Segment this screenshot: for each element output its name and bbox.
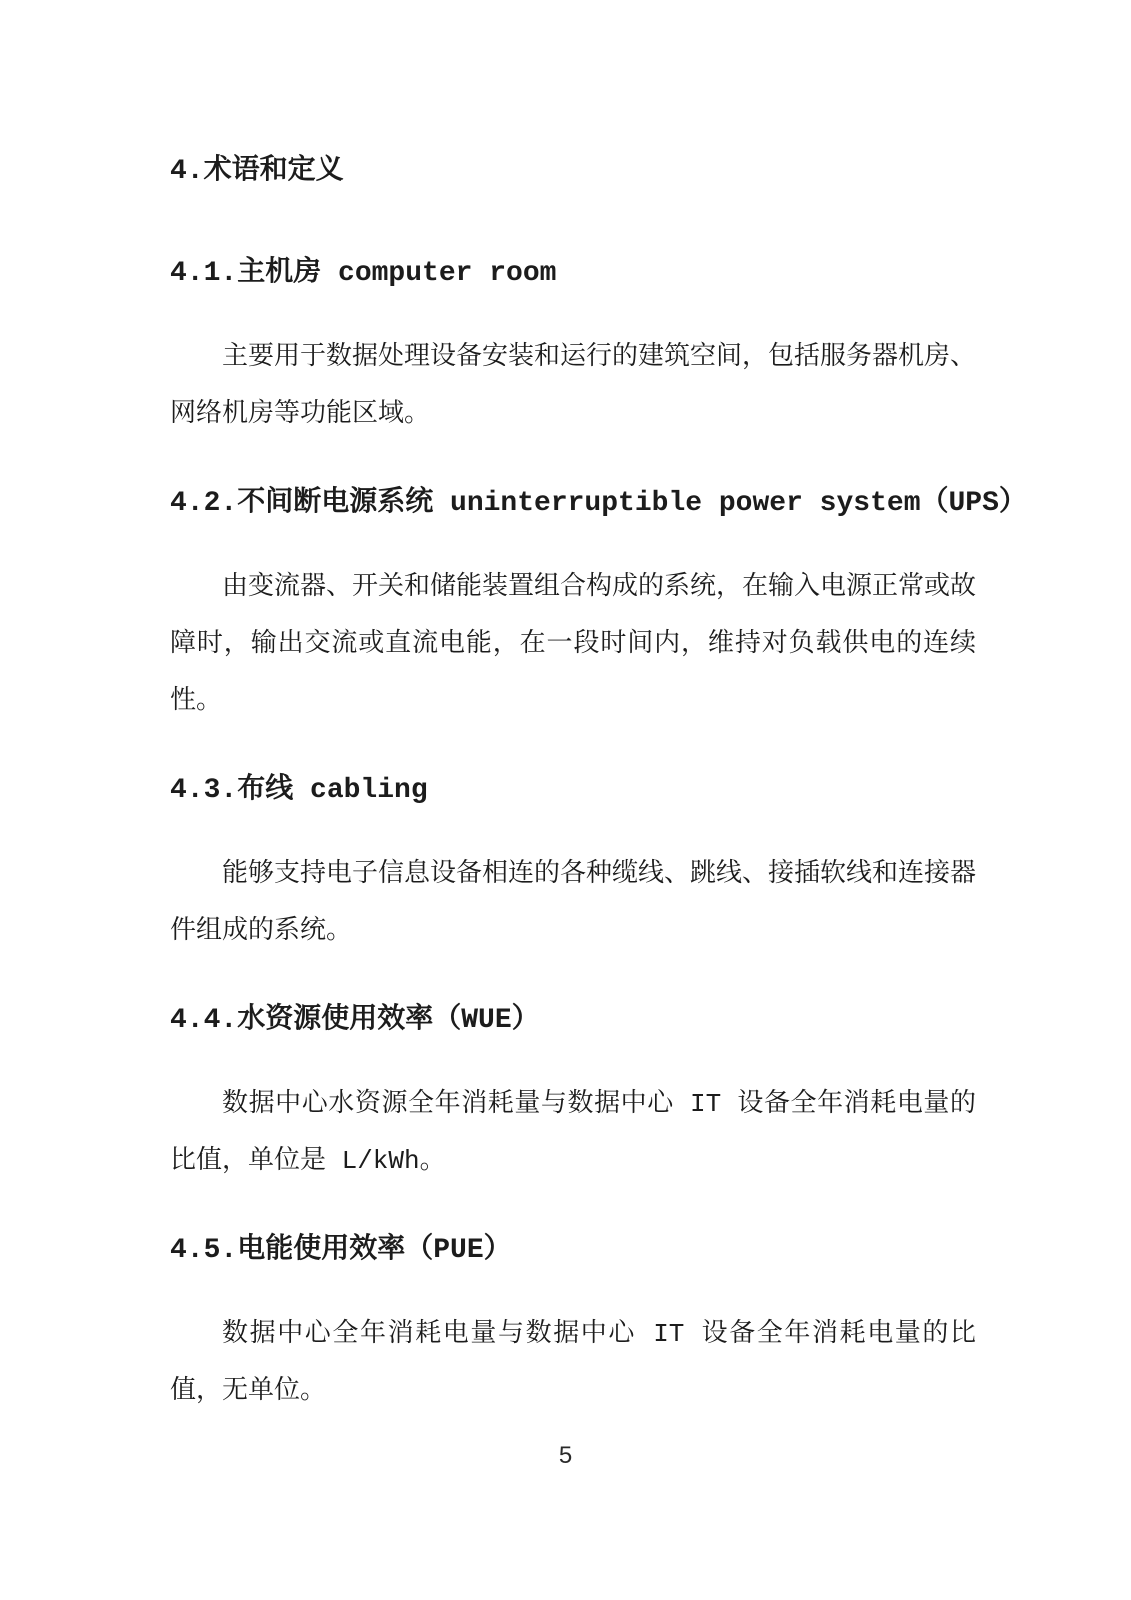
section-heading-4-5: 4.5.电能使用效率（PUE） (170, 1235, 512, 1266)
section-body-4-1: 主要用于数据处理设备安装和运行的建筑空间，包括服务器机房、网络机房等功能区域。 (170, 342, 977, 429)
chapter-title: 4.术语和定义 (170, 156, 344, 187)
section-body-4-2: 由变流器、开关和储能装置组合构成的系统，在输入电源正常或故障时，输出交流或直流电能，在一段时间内，维持对负载供电的连续性。 (170, 572, 977, 716)
section-heading-4-1: 4.1.主机房 computer room (170, 258, 557, 289)
page-number: 5 (558, 1442, 573, 1469)
section-heading-4-3: 4.3.布线 cabling (170, 775, 428, 806)
section-heading-4-4: 4.4.水资源使用效率（WUE） (170, 1005, 540, 1036)
section-body-4-4: 数据中心水资源全年消耗量与数据中心 IT 设备全年消耗电量的比值，单位是 L/kWh。 (170, 1089, 976, 1176)
section-body-4-5: 数据中心全年消耗电量与数据中心 IT 设备全年消耗电量的比值，无单位。 (170, 1319, 976, 1406)
section-body-4-3: 能够支持电子信息设备相连的各种缆线、跳线、接插软线和连接器件组成的系统。 (170, 859, 977, 946)
document-content (170, 155, 1027, 1420)
section-heading-4-2: 4.2.不间断电源系统 uninterruptible power system（UPS） (170, 488, 1027, 519)
